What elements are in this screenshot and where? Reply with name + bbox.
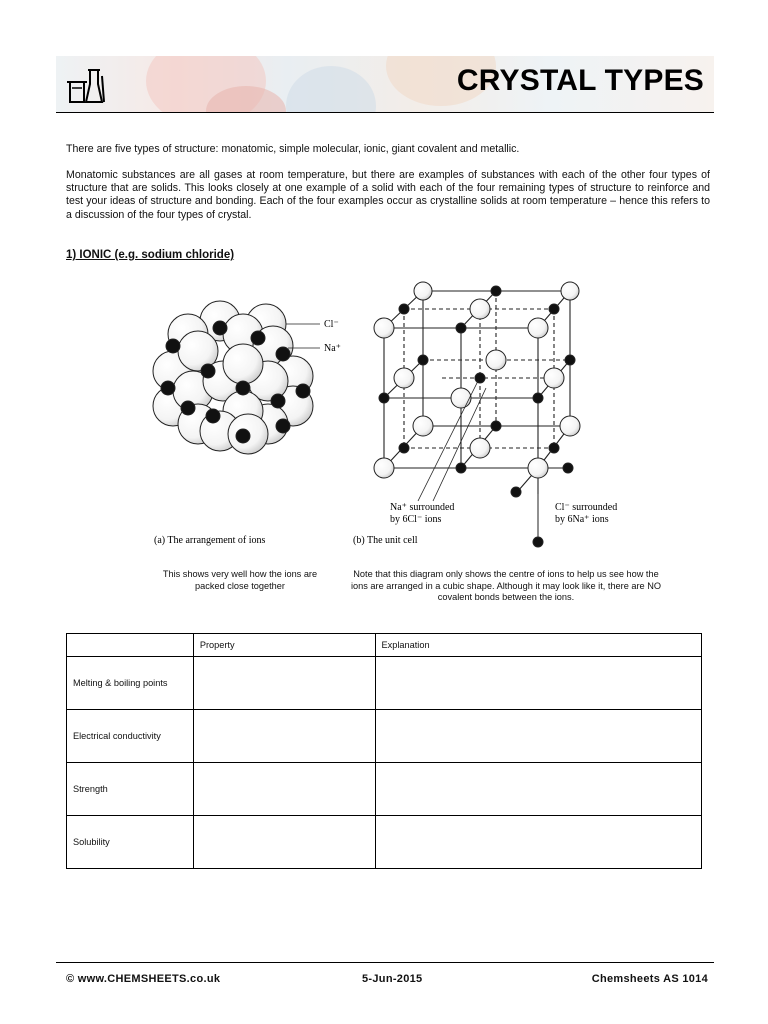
- intro-paragraph-1: There are five types of structure: monatomic, simple molecular, ionic, giant covalent and metallic.: [66, 143, 520, 155]
- explanation-cell[interactable]: [375, 816, 701, 869]
- cl-note-line1: Cl⁻ surrounded: [555, 502, 618, 513]
- label-na: Na⁺: [324, 343, 341, 354]
- footer-divider: [56, 962, 714, 963]
- row-label: Strength: [67, 763, 194, 816]
- banner-decoration: [286, 66, 376, 112]
- caption-a: (a) The arrangement of ions: [154, 535, 266, 546]
- explanation-cell[interactable]: [375, 710, 701, 763]
- section-heading-ionic: 1) IONIC (e.g. sodium chloride): [66, 249, 235, 261]
- table-row: [67, 710, 702, 763]
- header-cell-blank: [67, 634, 194, 657]
- figure-caption-left: This shows very well how the ions are packed close together: [162, 569, 318, 591]
- header-cell-explanation: Explanation: [375, 634, 701, 657]
- caption-b: (b) The unit cell: [353, 535, 418, 546]
- na-note-pointer: [418, 381, 478, 501]
- row-label: Solubility: [67, 816, 194, 869]
- label-cl: Cl⁻: [324, 319, 339, 330]
- explanation-cell[interactable]: [375, 763, 701, 816]
- header-cell-property: Property: [193, 634, 375, 657]
- table-row: [67, 763, 702, 816]
- table-row: [67, 657, 702, 710]
- table-header-row: [67, 634, 702, 657]
- property-cell[interactable]: [193, 816, 375, 869]
- explanation-cell[interactable]: [375, 657, 701, 710]
- cl-note-line2: by 6Na⁺ ions: [555, 514, 609, 525]
- na-note-line1: Na⁺ surrounded: [390, 502, 455, 513]
- property-cell[interactable]: [193, 657, 375, 710]
- row-label: Electrical conductivity: [67, 710, 194, 763]
- property-table: [66, 633, 702, 869]
- footer-copyright: © www.CHEMSHEETS.co.uk: [66, 973, 221, 985]
- nacl-figure: [148, 276, 624, 558]
- row-label: Melting & boiling points: [67, 657, 194, 710]
- header-banner: [56, 56, 714, 112]
- intro-paragraph-2: Monatomic substances are all gases at room temperature, but there are examples of substances with each of the other four types of structure that are solids. This looks closely at one example of a solid with each of the four remaining types of structure to reinforce and test your ideas of structure and bonding. Each of the four examples occur as crystalline solids at room temperature – hence this refers to a discussion of the four types of crystal.: [66, 169, 710, 221]
- nacl-diagram: [148, 276, 624, 558]
- table-row: [67, 816, 702, 869]
- na-note-line2: by 6Cl⁻ ions: [390, 514, 442, 525]
- page-title: CRYSTAL TYPES: [456, 64, 704, 97]
- footer-date: 5-Jun-2015: [362, 973, 423, 985]
- property-cell[interactable]: [193, 710, 375, 763]
- property-cell[interactable]: [193, 763, 375, 816]
- footer-sheet-id: Chemsheets AS 1014: [591, 973, 708, 985]
- header-divider: [56, 112, 714, 113]
- figure-caption-right: Note that this diagram only shows the centre of ions to help us see how the ions are arranged in a cubic shape. Although it may look like it, there are NO covalent bonds between the ions.: [351, 569, 661, 602]
- lab-glassware-icon: [64, 62, 108, 106]
